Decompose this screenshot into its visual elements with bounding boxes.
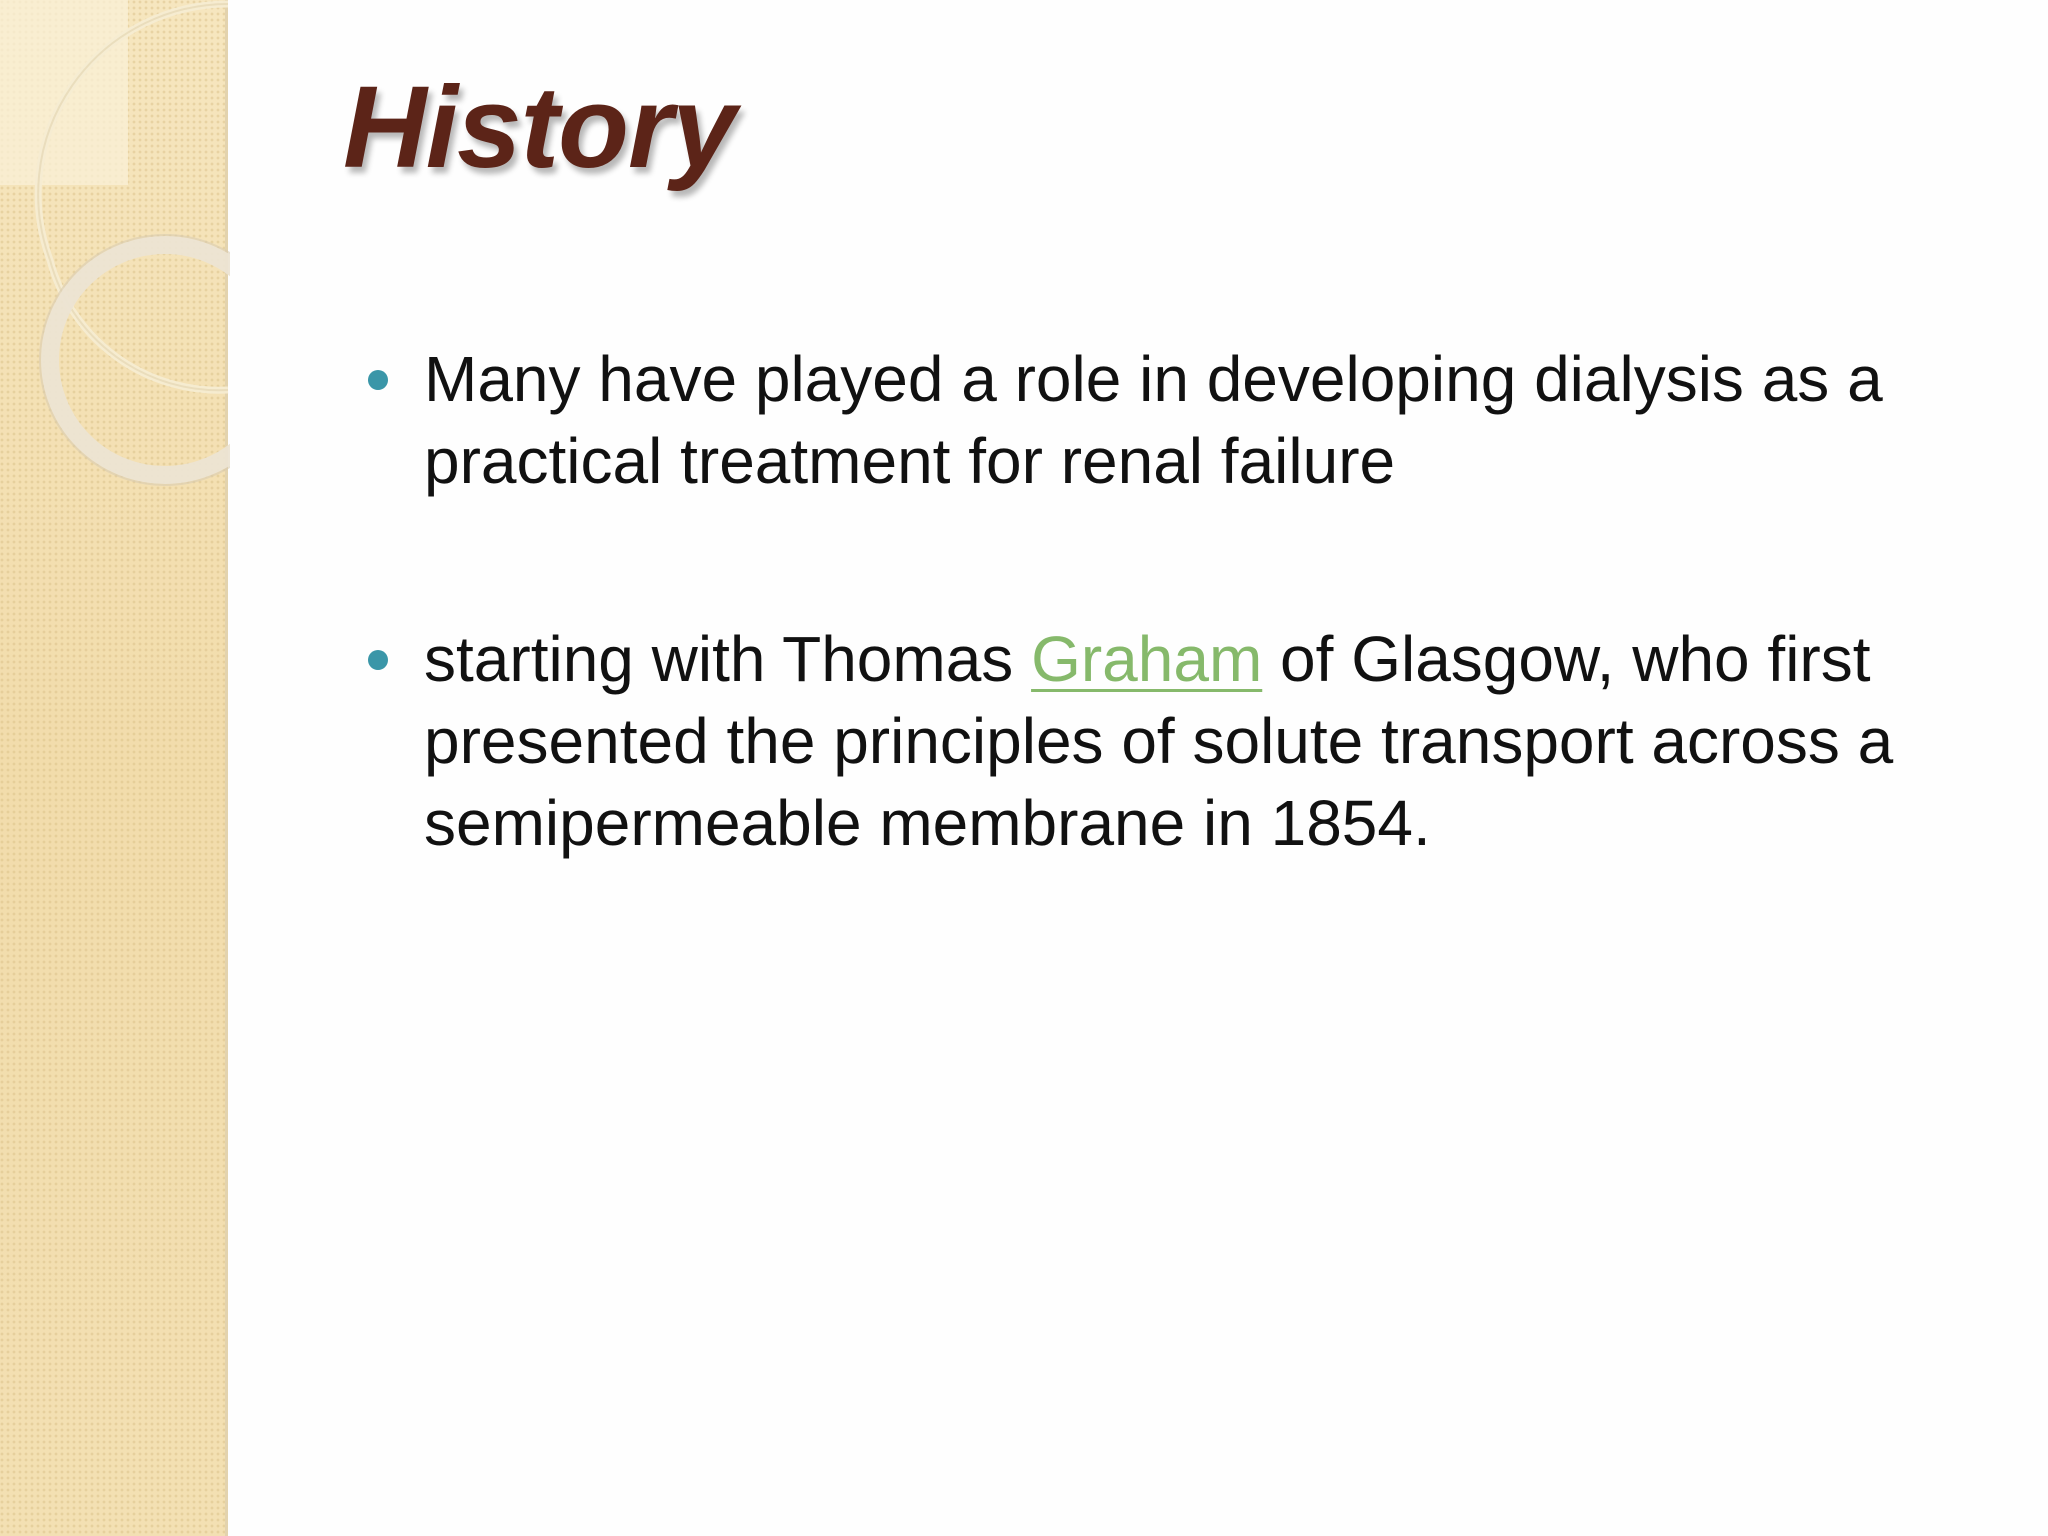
large-ring-arc [38, 4, 228, 390]
large-ring-arc-edge [38, 4, 228, 390]
bullet-text-before-link: starting with Thomas [424, 623, 1032, 695]
small-ring-outer-edge [40, 235, 230, 485]
graham-link[interactable]: Graham [1031, 623, 1263, 695]
small-ring [50, 245, 230, 475]
bullet-text-after-link: of Glasgow, who first presented the principles of solute transport across a semipermeable membrane in 1854. [424, 623, 1894, 859]
bullet-list [360, 338, 2020, 980]
bullet-text: Many have played a role in developing dialysis as a practical treatment for renal failure [424, 343, 1883, 497]
bullet-dot-icon [368, 650, 388, 670]
slide-title: History [343, 62, 736, 192]
bullet-item [360, 618, 2020, 864]
bullet-dot-icon [368, 370, 388, 390]
decorative-rings [0, 0, 230, 520]
bullet-item [360, 338, 2020, 502]
